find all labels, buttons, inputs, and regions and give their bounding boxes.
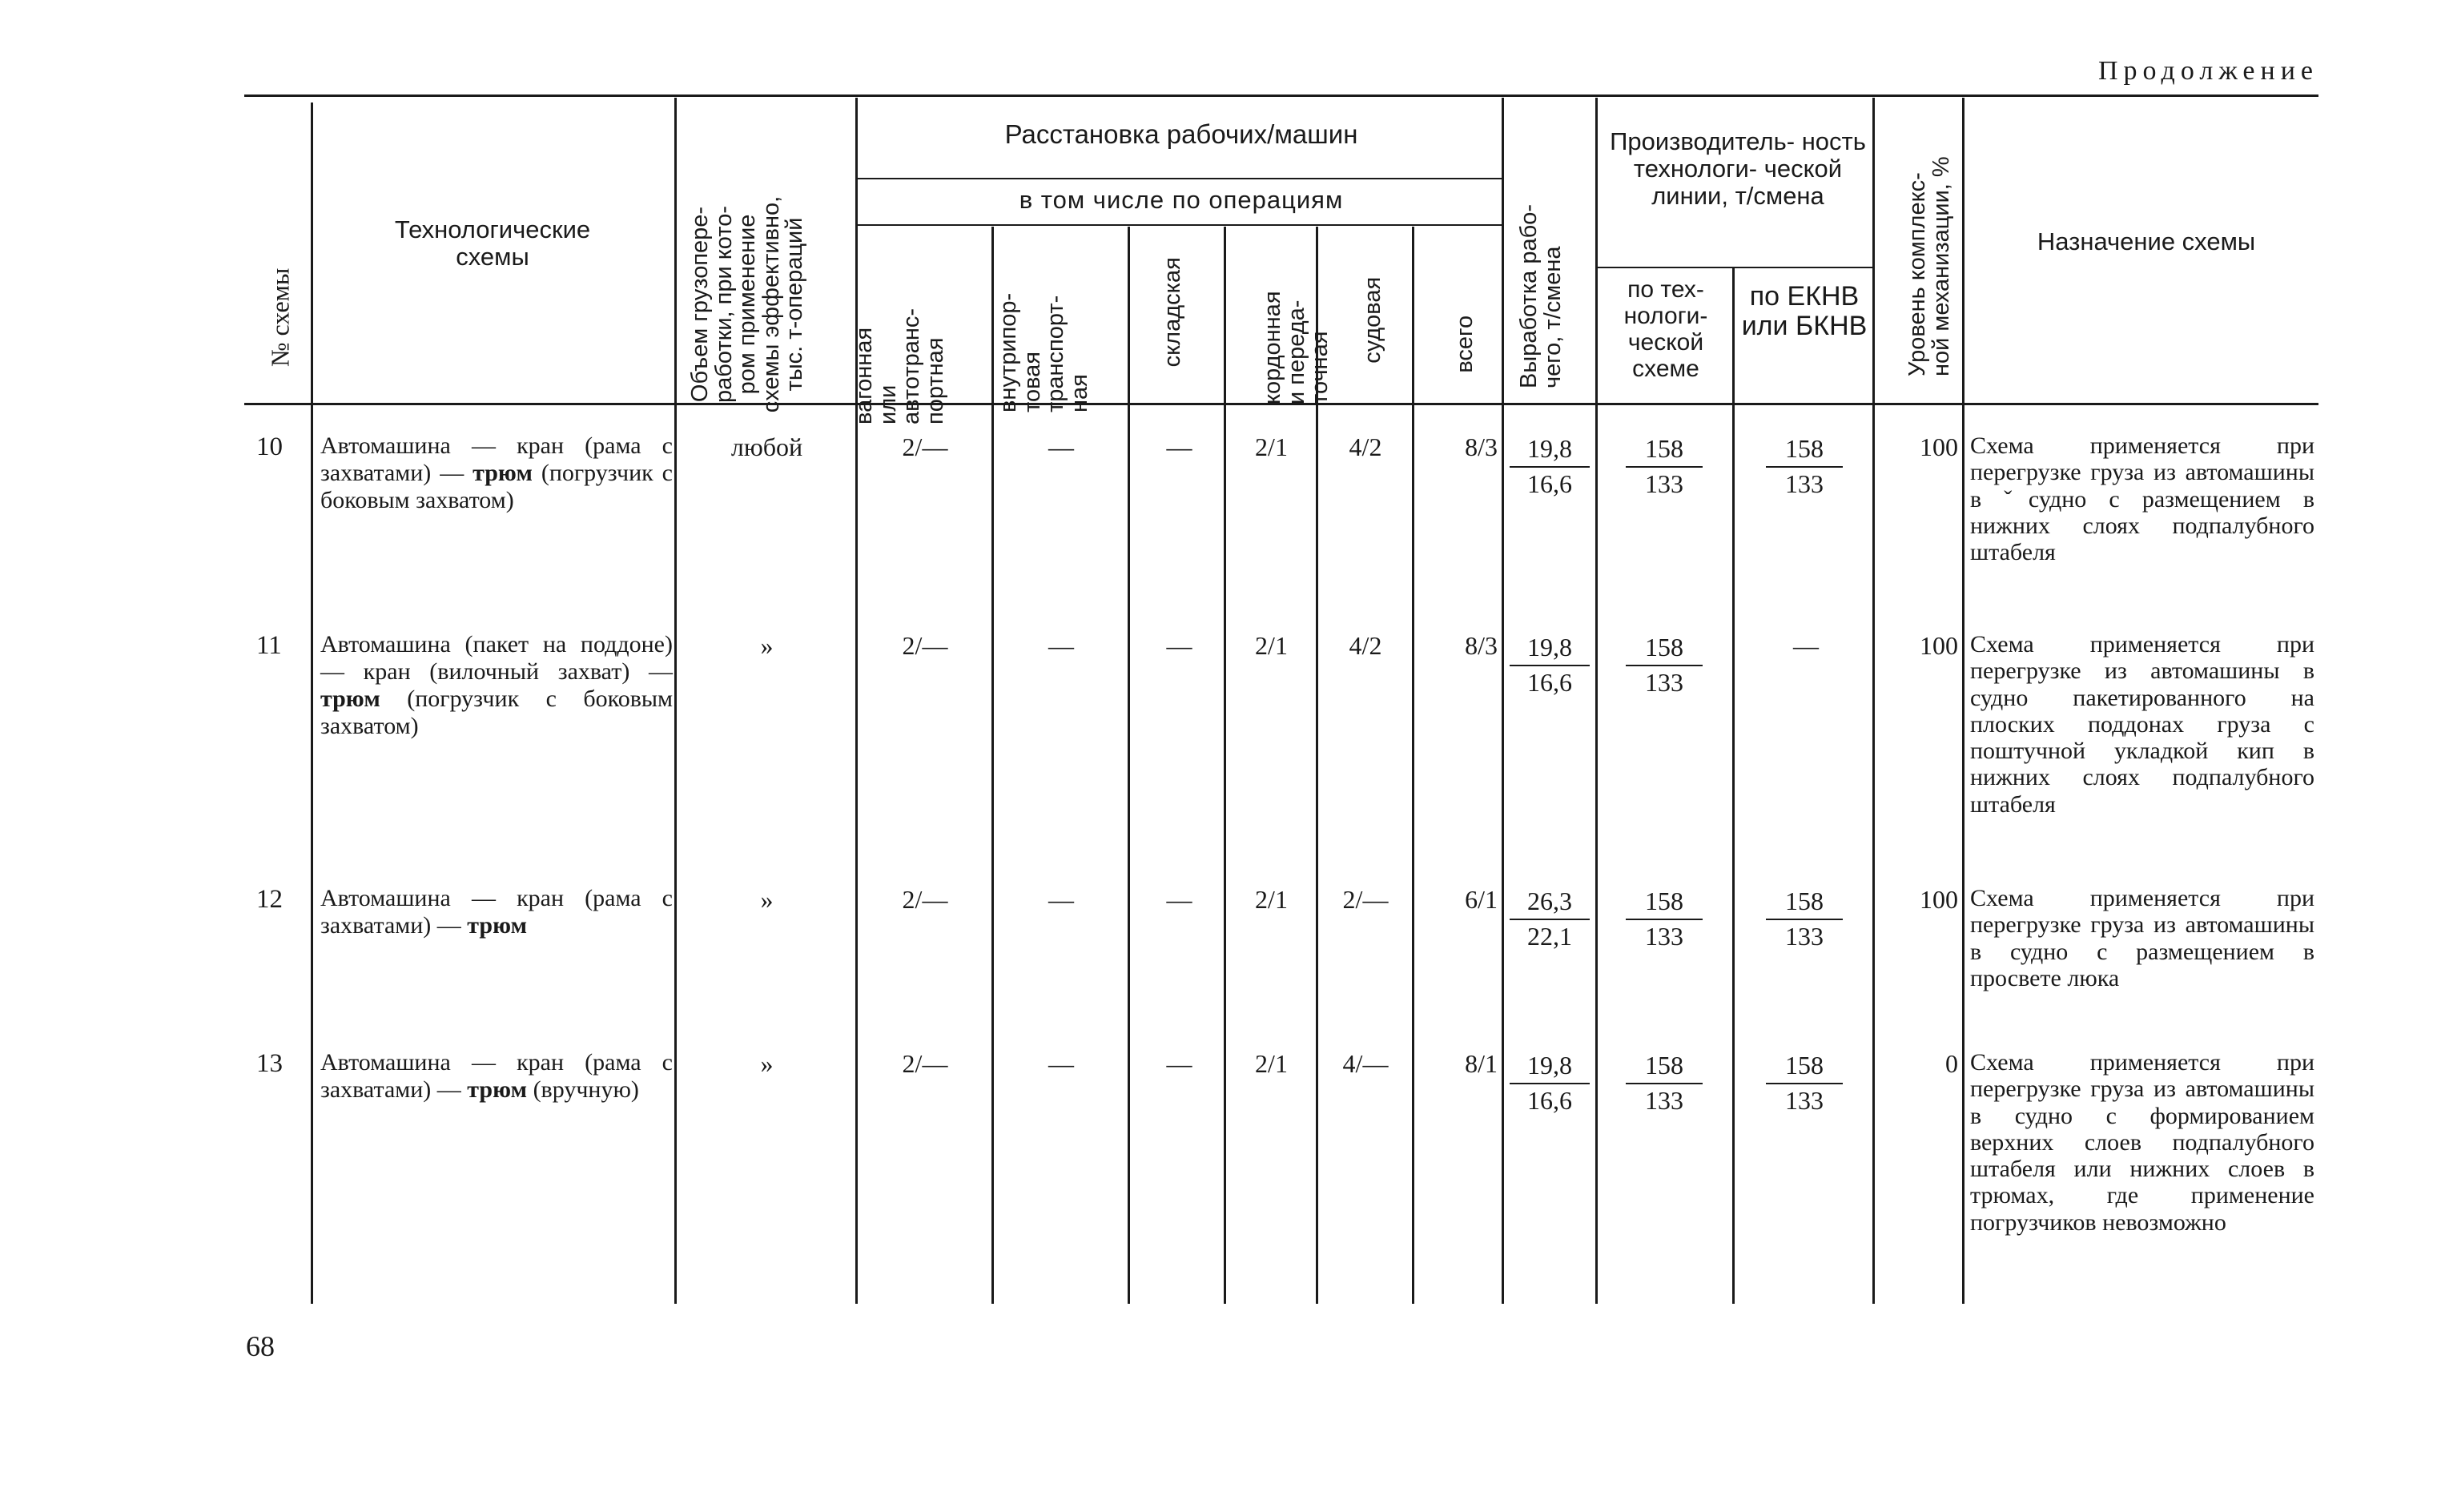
scheme-description xyxy=(320,432,673,514)
productivity-top: 158 xyxy=(1626,1049,1703,1084)
header-volume-l2: работки, при кото- xyxy=(710,206,737,403)
output-top: 26,3 xyxy=(1510,885,1590,920)
header-volume xyxy=(689,164,841,444)
eknv-bottom: 133 xyxy=(1785,1086,1824,1115)
header-op-cordon xyxy=(1261,228,1349,404)
output-fraction xyxy=(1510,885,1590,952)
productivity-top: 158 xyxy=(1626,432,1703,468)
eknv-top: 158 xyxy=(1766,885,1843,920)
mechanization-cell: 100 xyxy=(1920,432,1958,461)
eknv-fraction xyxy=(1766,885,1843,952)
col-rule-6 xyxy=(1224,227,1226,1304)
header-placement-group: Расстановка рабочих/машин xyxy=(1004,119,1358,149)
header-op-warehouse: складская xyxy=(1160,257,1186,368)
header-op-internal-l3: транспорт- xyxy=(1043,295,1069,412)
scheme-part: (вручную) xyxy=(527,1076,639,1103)
op-ship-cell: 4/2 xyxy=(1349,631,1382,660)
volume-cell: » xyxy=(760,631,774,660)
header-op-cordon-l2: и переда- xyxy=(1283,300,1309,404)
mechanization-cell: 0 xyxy=(1945,1049,1958,1078)
eknv-fraction xyxy=(1766,1049,1843,1116)
purpose-description: Схема применяется при перегрузке из автомашины в судно пакетированного на плоских поддонах груза с поштучной укладкой кип в нижних слоях подпалубного штабеля xyxy=(1970,631,2314,818)
productivity-fraction xyxy=(1626,1049,1703,1116)
header-mechanization xyxy=(1906,104,1970,376)
header-op-wagon-l3: автотранс- xyxy=(899,308,925,424)
eknv-top: 158 xyxy=(1766,432,1843,468)
output-bottom: 22,1 xyxy=(1527,922,1572,951)
header-volume-l3: ром применение xyxy=(734,214,761,395)
col-rule-10 xyxy=(1595,98,1598,1304)
output-fraction xyxy=(1510,432,1590,500)
header-scheme: Технологические схемы xyxy=(394,215,591,271)
header-volume-l5: тыс. т-операций xyxy=(782,217,808,392)
op-wagon-cell: 2/— xyxy=(902,885,948,914)
header-op-internal-l4: ная xyxy=(1066,374,1092,412)
productivity-bottom: 133 xyxy=(1645,668,1683,697)
productivity-fraction xyxy=(1626,631,1703,698)
header-volume-l4: схемы эффективно, xyxy=(758,195,784,413)
op-total-cell: 8/3 xyxy=(1465,432,1498,461)
output-top: 19,8 xyxy=(1510,432,1590,468)
header-op-wagon-l4: портная xyxy=(922,337,948,424)
header-op-cordon-l3: точная xyxy=(1307,331,1333,404)
scheme-part: Автомашина — кран (рама с захватами) — xyxy=(320,885,673,939)
col-rule-11 xyxy=(1732,268,1735,1304)
row-number: 10 xyxy=(256,432,283,461)
scheme-part: (погрузчик с боковым захватом) xyxy=(320,685,673,739)
header-operations-group: в том числе по операциям xyxy=(1019,186,1344,214)
header-op-internal-l1: внутрипор- xyxy=(995,292,1021,412)
header-productivity-group: Производитель- ность технологи- ческой линии, т/смена xyxy=(1610,127,1866,211)
eknv-cell: — xyxy=(1793,631,1819,660)
op-ship-cell: 4/— xyxy=(1342,1049,1389,1078)
header-output-l1: Выработка рабо- xyxy=(1516,204,1542,388)
col-rule-12 xyxy=(1872,98,1875,1304)
op-internal-cell: — xyxy=(1048,1049,1074,1078)
row-number: 11 xyxy=(256,631,282,660)
scheme-hold: трюм xyxy=(320,685,380,712)
op-internal-cell: — xyxy=(1048,631,1074,660)
productivity-top: 158 xyxy=(1626,631,1703,666)
op-wagon-cell: 2/— xyxy=(902,432,948,461)
volume-cell: » xyxy=(760,885,774,914)
purpose-description: Схема применяется при перегрузке груза из автомашины в судно с размещением в просвете люка xyxy=(1970,885,2314,991)
eknv-top: 158 xyxy=(1766,1049,1843,1084)
volume-cell: любой xyxy=(730,432,803,461)
op-warehouse-cell: — xyxy=(1166,885,1192,914)
op-cordon-cell: 2/1 xyxy=(1255,432,1288,461)
col-rule-5 xyxy=(1128,227,1130,1304)
output-bottom: 16,6 xyxy=(1527,469,1572,498)
purpose-description: Схема применяется при перегрузке груза из автомашины в ˇсудно с размещением в нижних слоях подпалубного штабеля xyxy=(1970,432,2314,566)
col-rule-4 xyxy=(991,227,994,1304)
placement-subrule-2 xyxy=(857,224,1502,226)
output-fraction xyxy=(1510,631,1590,698)
output-top: 19,8 xyxy=(1510,631,1590,666)
output-fraction xyxy=(1510,1049,1590,1116)
op-cordon-cell: 2/1 xyxy=(1255,885,1288,914)
header-op-internal xyxy=(997,244,1109,412)
scheme-part: (погрузчик с боковым захватом) xyxy=(320,459,673,513)
col-rule-8 xyxy=(1412,227,1414,1304)
scheme-description xyxy=(320,631,673,740)
output-bottom: 16,6 xyxy=(1527,668,1572,697)
scheme-part: Автомашина (пакет на поддоне) — кран (вилочный захват) — xyxy=(320,631,673,685)
header-op-ship: судовая xyxy=(1360,276,1386,364)
scheme-description xyxy=(320,1049,673,1104)
header-prod-scheme: по тех- нологи- ческой схеме xyxy=(1623,276,1708,382)
op-ship-cell: 4/2 xyxy=(1349,432,1382,461)
header-op-cordon-l1: кордонная xyxy=(1260,291,1285,404)
col-rule-1 xyxy=(311,103,313,1304)
mechanization-cell: 100 xyxy=(1920,885,1958,914)
op-total-cell: 6/1 xyxy=(1465,885,1498,914)
op-warehouse-cell: — xyxy=(1166,432,1192,461)
col-rule-2 xyxy=(674,98,677,1304)
op-cordon-cell: 2/1 xyxy=(1255,1049,1288,1078)
header-mechanization-l2: ной механизации, % xyxy=(1928,156,1954,376)
mechanization-cell: 100 xyxy=(1920,631,1958,660)
op-cordon-cell: 2/1 xyxy=(1255,631,1288,660)
op-internal-cell: — xyxy=(1048,885,1074,914)
purpose-description: Схема применяется при перегрузке груза из автомашины в судно с формированием верхних слоев подпалубного штабеля или нижних слоев в трюмах, где применение погрузчиков невозможно xyxy=(1970,1049,2314,1236)
eknv-bottom: 133 xyxy=(1785,922,1824,951)
op-wagon-cell: 2/— xyxy=(902,1049,948,1078)
productivity-bottom: 133 xyxy=(1645,469,1683,498)
continued-label: Продолжение xyxy=(2097,56,2318,86)
op-wagon-cell: 2/— xyxy=(902,631,948,660)
productivity-bottom: 133 xyxy=(1645,1086,1683,1115)
scheme-description xyxy=(320,885,673,939)
scheme-hold: трюм xyxy=(473,459,533,486)
eknv-fraction xyxy=(1766,432,1843,500)
scheme-part: Автомашина — кран (рама с захватами) — xyxy=(320,1049,673,1103)
header-mechanization-l1: Уровень комплекс- xyxy=(1904,172,1930,376)
row-number: 12 xyxy=(256,885,283,914)
op-total-cell: 8/1 xyxy=(1465,1049,1498,1078)
productivity-bottom: 133 xyxy=(1645,922,1683,951)
output-bottom: 16,6 xyxy=(1527,1086,1572,1115)
header-no: № схемы xyxy=(265,267,295,368)
header-purpose: Назначение схемы xyxy=(2037,227,2256,255)
header-output xyxy=(1518,156,1582,388)
volume-cell: » xyxy=(760,1049,774,1078)
page-number: 68 xyxy=(246,1330,275,1362)
header-op-total: всего xyxy=(1452,315,1478,373)
op-ship-cell: 2/— xyxy=(1342,885,1389,914)
header-volume-l1: Объем грузопере- xyxy=(687,206,713,403)
scheme-hold: трюм xyxy=(467,911,528,939)
header-output-l2: чего, т/смена xyxy=(1539,246,1566,388)
header-prod-eknv: по ЕКНВ или БКНВ xyxy=(1741,281,1868,342)
header-op-wagon-l2: или xyxy=(875,384,901,424)
col-rule-9 xyxy=(1502,98,1504,1304)
scheme-part: Автомашина — кран (рама с захватами) — xyxy=(320,432,673,486)
header-op-wagon xyxy=(853,256,965,424)
op-warehouse-cell: — xyxy=(1166,1049,1192,1078)
productivity-fraction xyxy=(1626,885,1703,952)
placement-subrule-1 xyxy=(857,178,1502,179)
header-op-internal-l2: товая xyxy=(1019,352,1045,412)
productivity-top: 158 xyxy=(1626,885,1703,920)
output-top: 19,8 xyxy=(1510,1049,1590,1084)
op-internal-cell: — xyxy=(1048,432,1074,461)
row-number: 13 xyxy=(256,1049,283,1078)
scheme-hold: трюм xyxy=(467,1076,528,1103)
productivity-fraction xyxy=(1626,432,1703,500)
op-total-cell: 8/3 xyxy=(1465,631,1498,660)
productivity-subrule xyxy=(1598,267,1874,268)
op-warehouse-cell: — xyxy=(1166,631,1192,660)
top-rule xyxy=(244,94,2318,97)
header-op-wagon-l1: вагонная xyxy=(851,327,877,424)
eknv-bottom: 133 xyxy=(1785,469,1824,498)
